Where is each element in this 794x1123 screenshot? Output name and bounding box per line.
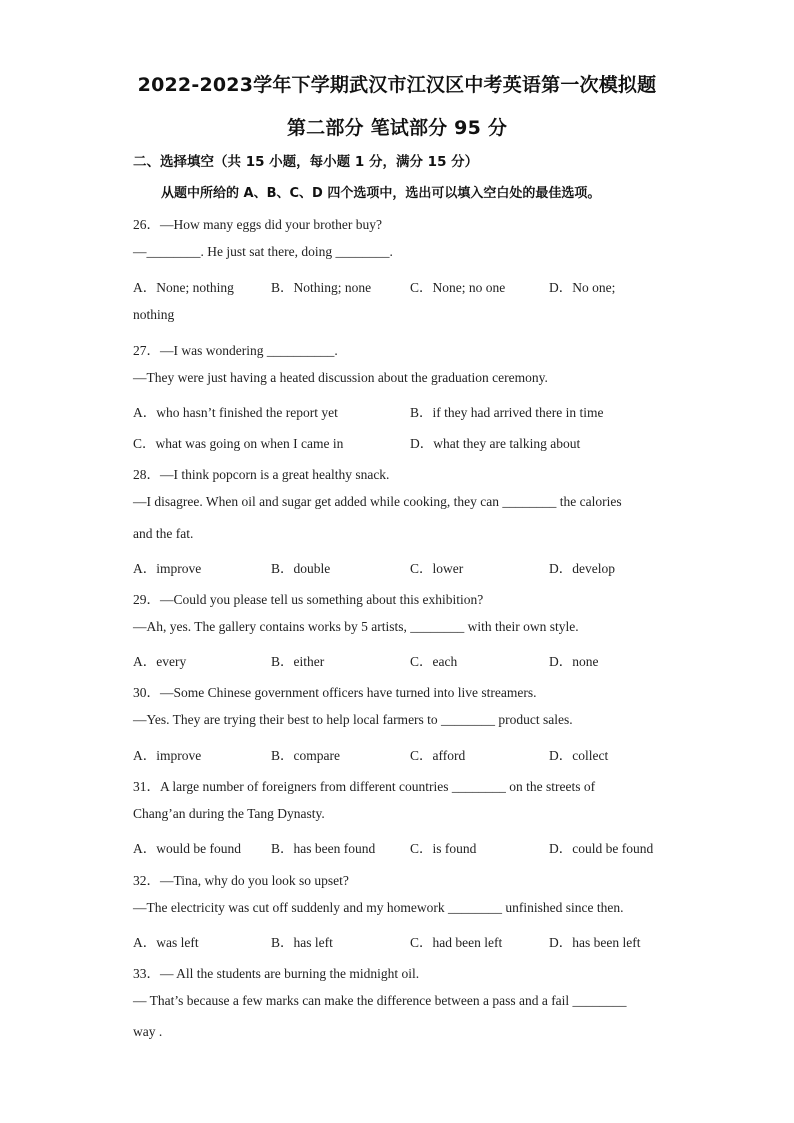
question-26-option-d: D．No one; — [549, 280, 616, 295]
question-28-stem: 28．—I think popcorn is a great healthy snack. — [133, 467, 390, 482]
question-31-option-d: D．could be found — [549, 841, 654, 856]
question-27-option-d: D．what they are talking about — [410, 436, 581, 451]
question-29-option-a: A．every — [133, 654, 187, 669]
section-heading: 二、选择填空（共 15 小题，每小题 1 分，满分 15 分） — [133, 154, 479, 170]
question-29-stem: 29．—Could you please tell us something about this exhibition? — [133, 592, 484, 607]
question-29-option-d: D．none — [549, 654, 599, 669]
question-33-stem: 33．— All the students are burning the midnight oil. — [133, 966, 420, 981]
question-29-option-b: B．either — [271, 654, 325, 669]
question-30-option-a: A．improve — [133, 748, 202, 763]
question-28-reply-continued: and the fat. — [133, 526, 194, 541]
question-31-option-b: B．has been found — [271, 841, 376, 856]
question-30-option-c: C．afford — [410, 748, 466, 763]
section-instruction: 从题中所给的 A、B、C、D 四个选项中，选出可以填入空白处的最佳选项。 — [161, 186, 601, 201]
question-27-option-a: A．who hasn’t finished the report yet — [133, 405, 338, 420]
question-26-stem: 26．—How many eggs did your brother buy? — [133, 217, 382, 232]
exam-subtitle: 第二部分 笔试部分 95 分 — [286, 117, 508, 139]
question-30-option-b: B．compare — [271, 748, 340, 763]
question-26-reply: —________. He just sat there, doing ________. — [133, 244, 393, 259]
question-30-option-d: D．collect — [549, 748, 609, 763]
question-28-reply: —I disagree. When oil and sugar get added while cooking, they can ________ the calories — [133, 494, 622, 509]
question-32-reply: —The electricity was cut off suddenly and my homework ________ unfinished since then. — [133, 900, 624, 915]
exam-title: 2022-2023学年下学期武汉市江汉区中考英语第一次模拟题 — [137, 74, 657, 96]
question-27-stem: 27．—I was wondering __________. — [133, 343, 338, 358]
question-26-option-d-continued: nothing — [133, 307, 175, 322]
question-26-option-c: C．None; no one — [410, 280, 506, 295]
question-32-option-a: A．was left — [133, 935, 199, 950]
question-30-stem: 30．—Some Chinese government officers have turned into live streamers. — [133, 685, 537, 700]
question-32-option-b: B．has left — [271, 935, 333, 950]
question-28-option-c: C．lower — [410, 561, 464, 576]
question-27-option-c: C．what was going on when I came in — [133, 436, 344, 451]
question-32-option-d: D．has been left — [549, 935, 641, 950]
question-29-reply: —Ah, yes. The gallery contains works by 5 artists, ________ with their own style. — [133, 619, 579, 634]
question-31-stem: 31．A large number of foreigners from different countries ________ on the streets of — [133, 779, 596, 794]
question-26-option-a: A．None; nothing — [133, 280, 234, 295]
question-31-stem-continued: Chang’an during the Tang Dynasty. — [133, 806, 325, 821]
question-28-option-b: B．double — [271, 561, 331, 576]
question-33-reply-continued: way . — [133, 1024, 163, 1039]
question-32-option-c: C．had been left — [410, 935, 503, 950]
question-31-option-a: A．would be found — [133, 841, 241, 856]
question-27-reply: —They were just having a heated discussion about the graduation ceremony. — [133, 370, 548, 385]
question-28-option-a: A．improve — [133, 561, 202, 576]
question-29-option-c: C．each — [410, 654, 458, 669]
question-30-reply: —Yes. They are trying their best to help local farmers to ________ product sales. — [133, 712, 573, 727]
question-33-reply: — That’s because a few marks can make the difference between a pass and a fail ________ — [133, 993, 627, 1008]
question-27-option-b: B．if they had arrived there in time — [410, 405, 604, 420]
question-32-stem: 32．—Tina, why do you look so upset? — [133, 873, 349, 888]
question-26-option-b: B．Nothing; none — [271, 280, 372, 295]
question-31-option-c: C．is found — [410, 841, 477, 856]
question-28-option-d: D．develop — [549, 561, 615, 576]
